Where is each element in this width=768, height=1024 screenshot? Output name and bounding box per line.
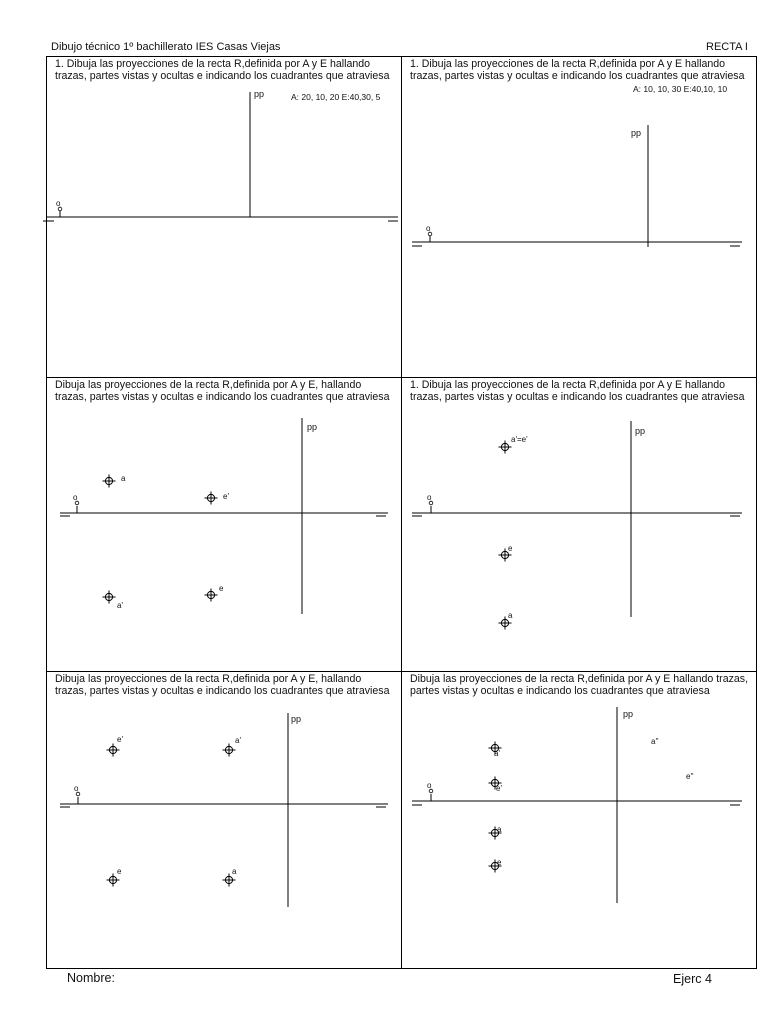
document-title: Dibujo técnico 1º bachillerato IES Casas Viejas [51, 41, 281, 53]
name-field-label: Nombre: [67, 971, 115, 985]
panel-instruction: Dibuja las proyecciones de la recta R,definida por A y E hallando trazas, partes vistas y ocultas e indicando los cuadrantes que atraviesa [410, 673, 749, 697]
point-label: e' [117, 735, 123, 744]
panel-3-drawing [60, 418, 388, 614]
panel-instruction: Dibuja las proyecciones de la recta R,definida por A y E, hallando trazas, partes vistas y ocultas e indicando los cuadrantes que atraviesa [55, 673, 390, 697]
pp-label: pp [635, 426, 646, 436]
panel-1-drawing [43, 92, 398, 221]
point-label: a' [235, 736, 241, 745]
exercise-number: Ejerc 4 [673, 972, 712, 986]
point-label: e' [223, 492, 229, 501]
panel-5-drawing [60, 713, 388, 907]
point-label: a'=e' [511, 435, 528, 444]
point-label: e [497, 858, 502, 867]
point-label: a [121, 474, 126, 483]
pp-label: pp [254, 89, 265, 99]
panel-6-drawing [412, 707, 742, 903]
origin-label: o [74, 784, 79, 793]
origin-label: o [56, 199, 61, 208]
point-label: e [508, 544, 513, 553]
sheet-label: RECTA I [706, 41, 748, 53]
panel-4-drawing [412, 421, 742, 630]
point-label: e [117, 867, 122, 876]
point-label: a'' [651, 737, 659, 746]
pp-label: pp [291, 714, 302, 724]
pp-label: pp [307, 422, 318, 432]
panel-instruction: 1. Dibuja las proyecciones de la recta R,definida por A y E hallando trazas, partes vistas y ocultas e indicando los cuadrantes que atraviesa [55, 58, 390, 82]
point-label: a [232, 867, 237, 876]
pp-label: pp [631, 128, 642, 138]
panel-instruction: 1. Dibuja las proyecciones de la recta R,definida por A y E hallando trazas, partes vistas y ocultas e indicando los cuadrantes que atraviesa [410, 379, 745, 403]
panel-2-drawing [412, 125, 742, 247]
panel-instruction: 1. Dibuja las proyecciones de la recta R,definida por A y E hallando trazas, partes vistas y ocultas e indicando los cuadrantes que atraviesa [410, 58, 745, 82]
point-label: e'' [686, 772, 694, 781]
point-label: a' [117, 601, 123, 610]
point-label: a [497, 825, 502, 834]
point-label: e [219, 584, 224, 593]
panel-instruction: Dibuja las proyecciones de la recta R,definida por A y E, hallando trazas, partes vistas y ocultas e indicando los cuadrantes que atraviesa [55, 379, 390, 403]
pp-label: pp [623, 709, 634, 719]
point-label: a' [494, 749, 500, 758]
origin-label: o [426, 224, 431, 233]
point-coordinates: A: 20, 10, 20 E:40,30, 5 [291, 92, 381, 102]
point-coordinates: A: 10, 10, 30 E:40,10, 10 [633, 84, 728, 94]
point-label: a [508, 611, 513, 620]
origin-label: o [427, 493, 432, 502]
point-label: e' [496, 784, 502, 793]
origin-label: o [427, 781, 432, 790]
origin-label: o [73, 493, 78, 502]
